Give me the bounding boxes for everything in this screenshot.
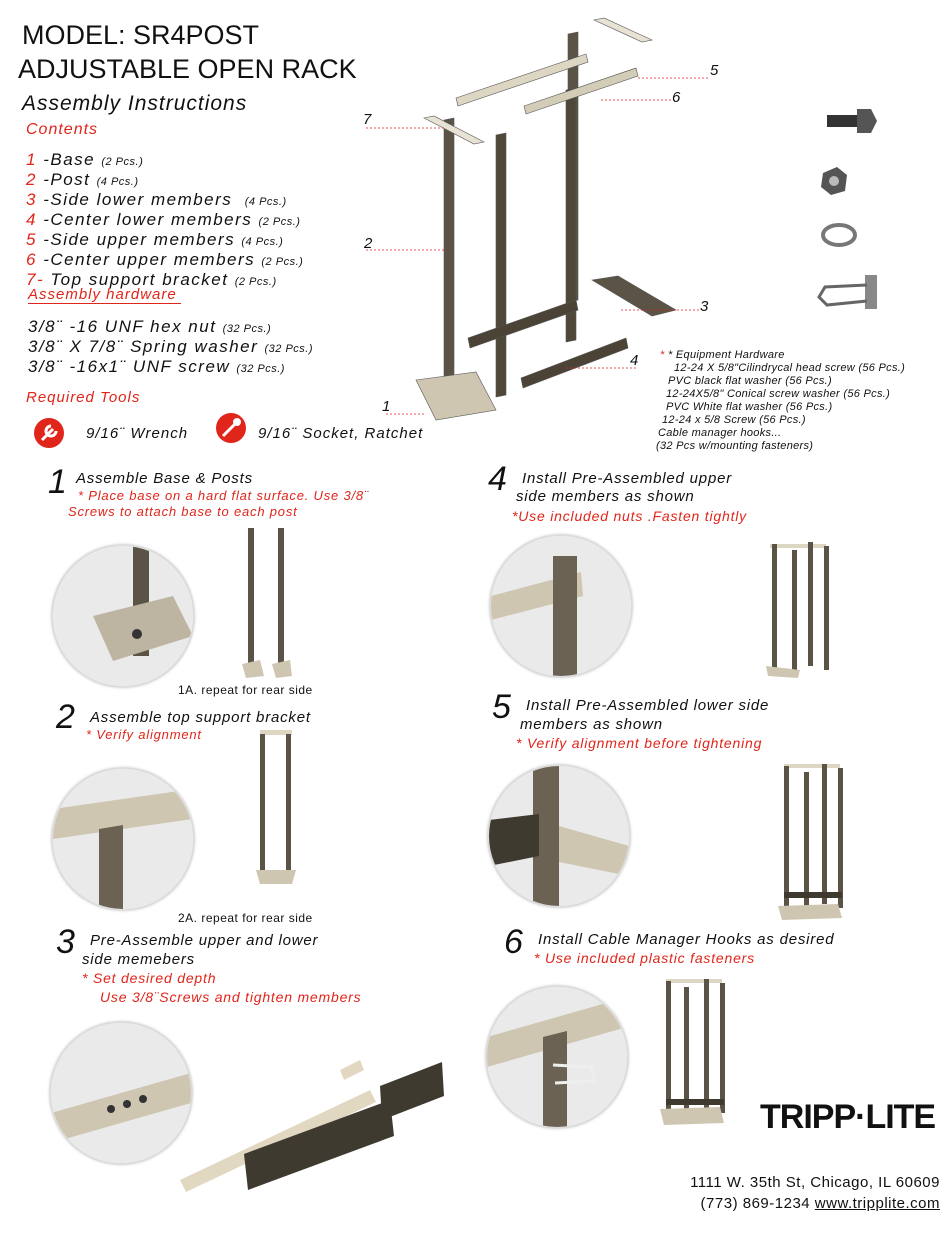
hardware-item: 3/8¨ -16 UNF hex nut (32 Pcs.) (28, 317, 272, 336)
cable-hook-icon (819, 275, 877, 309)
hardware-heading: Assembly hardware (28, 286, 181, 304)
post-front-left (496, 133, 506, 397)
step-2-detail-circle (52, 768, 194, 910)
equipment-line: 12-24 X 5/8"Cilindrycal head screw (56 Pcs.) (674, 362, 906, 374)
step-2-caption: 2A. repeat for rear side (178, 911, 313, 925)
side-lower-member (468, 300, 578, 348)
ratchet-icon (216, 413, 246, 443)
contents-heading: Contents (26, 121, 99, 138)
contents-item: 1 -Base (2 Pcs.) (26, 150, 144, 169)
top-bracket (594, 18, 652, 42)
step-3-title-2: side memebers (82, 951, 195, 968)
tripp-lite-logo: TRIPP·LITE (760, 1098, 936, 1136)
callout-1: 1 (382, 398, 391, 415)
step-3-note: * Set desired depth (82, 970, 217, 986)
center-lower-member (521, 338, 628, 388)
callout-2: 2 (364, 235, 373, 252)
model-title: MODEL: SR4POST (22, 20, 260, 50)
step-4-rack-illustration (764, 540, 834, 680)
step-6-title: Install Cable Manager Hooks as desired (538, 931, 835, 948)
step-3-title: Pre-Assemble upper and lower (90, 932, 319, 949)
step-1-note: * Place base on a hard flat surface. Use 3/8¨ (78, 488, 370, 503)
hex-screw-icon (827, 109, 877, 133)
step-5-number: 5 (492, 688, 511, 726)
hardware-illustrations (815, 95, 905, 325)
step-1-detail-circle (52, 545, 194, 687)
wrench-label: 9/16¨ Wrench (86, 425, 189, 442)
step-5-title-2: members as shown (520, 716, 663, 733)
step-1-caption: 1A. repeat for rear side (178, 683, 313, 697)
contents-item: 4 -Center lower members (2 Pcs.) (26, 210, 301, 229)
contents-item: 3 -Side lower members (4 Pcs.) (26, 190, 287, 209)
step-5-rack-illustration (778, 760, 848, 930)
post-rear-left (444, 118, 454, 382)
step-1-title: Assemble Base & Posts (76, 470, 253, 487)
hardware-list (28, 318, 313, 378)
equipment-line: PVC black flat washer (56 Pcs.) (668, 375, 832, 387)
equipment-line: Cable manager hooks... (658, 427, 782, 439)
equipment-line: 12-24 x 5/8 Screw (56 Pcs.) (662, 414, 806, 426)
base (416, 372, 496, 420)
contents-item: 5 -Side upper members (4 Pcs.) (26, 230, 284, 249)
step-6-detail-circle (486, 986, 628, 1128)
wrench-icon (34, 418, 64, 448)
step-2-rack-illustration (256, 730, 296, 890)
step-4-number: 4 (488, 460, 507, 498)
step-4-title-2: side members as shown (516, 488, 695, 505)
step-4-detail-circle (490, 535, 632, 677)
equipment-line: (32 Pcs w/mounting fasteners) (656, 440, 814, 452)
callout-5: 5 (710, 62, 719, 79)
equipment-line: * * Equipment Hardware (660, 349, 785, 361)
contents-item: 2 -Post (4 Pcs.) (26, 170, 139, 189)
step-6-rack-illustration (660, 975, 730, 1135)
tools-heading: Required Tools (26, 389, 141, 406)
step-3-number: 3 (56, 923, 75, 961)
step-4-title: Install Pre-Assembled upper (522, 470, 733, 487)
equipment-hardware-list (656, 349, 906, 453)
step-1-rack-illustration (242, 528, 292, 678)
step-3-members-illustration (160, 1040, 450, 1200)
equipment-line: 12-24X5/8" Conical screw washer (56 Pcs.) (666, 388, 891, 400)
step-5-detail-circle (488, 765, 630, 907)
callout-4: 4 (630, 352, 639, 369)
contents-item: 7- Top support bracket (2 Pcs.) (26, 270, 277, 289)
step-2-note: * Verify alignment (86, 727, 202, 742)
socket-label: 9/16¨ Socket, Ratchet (258, 425, 424, 442)
callout-7: 7 (363, 111, 372, 128)
step-6-number: 6 (504, 923, 523, 961)
hardware-item: 3/8¨ X 7/8¨ Spring washer (32 Pcs.) (28, 337, 314, 356)
hex-nut-icon (821, 167, 847, 195)
company-phone: (773) 869-1234 (700, 1195, 811, 1212)
company-website-link[interactable]: www.tripplite.com (814, 1195, 940, 1212)
hardware-item: 3/8¨ -16x1¨ UNF screw (32 Pcs.) (28, 357, 285, 376)
step-5-note: * Verify alignment before tightening (516, 735, 763, 751)
callout-6: 6 (672, 89, 681, 106)
step-5-title: Install Pre-Assembled lower side (526, 697, 770, 714)
step-6-note: * Use included plastic fasteners (534, 950, 755, 966)
product-title: ADJUSTABLE OPEN RACK (18, 54, 357, 84)
step-1-number: 1 (48, 463, 67, 501)
contents-item: 6 -Center upper members (2 Pcs.) (26, 250, 304, 269)
contents-list (26, 151, 303, 291)
callout-3: 3 (700, 298, 709, 315)
step-2-title: Assemble top support bracket (90, 709, 311, 726)
step-2-number: 2 (56, 698, 75, 736)
step-1-note: Screws to attach base to each post (68, 504, 298, 519)
equipment-line: PVC White flat washer (56 Pcs.) (666, 401, 833, 413)
page-subtitle: Assembly Instructions (22, 92, 248, 115)
step-3-note: Use 3/8¨Screws and tighten members (100, 989, 362, 1005)
company-contact (701, 1195, 940, 1212)
company-address: 1111 W. 35th St, Chicago, IL 60609 (690, 1174, 940, 1191)
spring-washer-icon (823, 225, 855, 245)
step-4-note: *Use included nuts .Fasten tightly (512, 508, 747, 524)
